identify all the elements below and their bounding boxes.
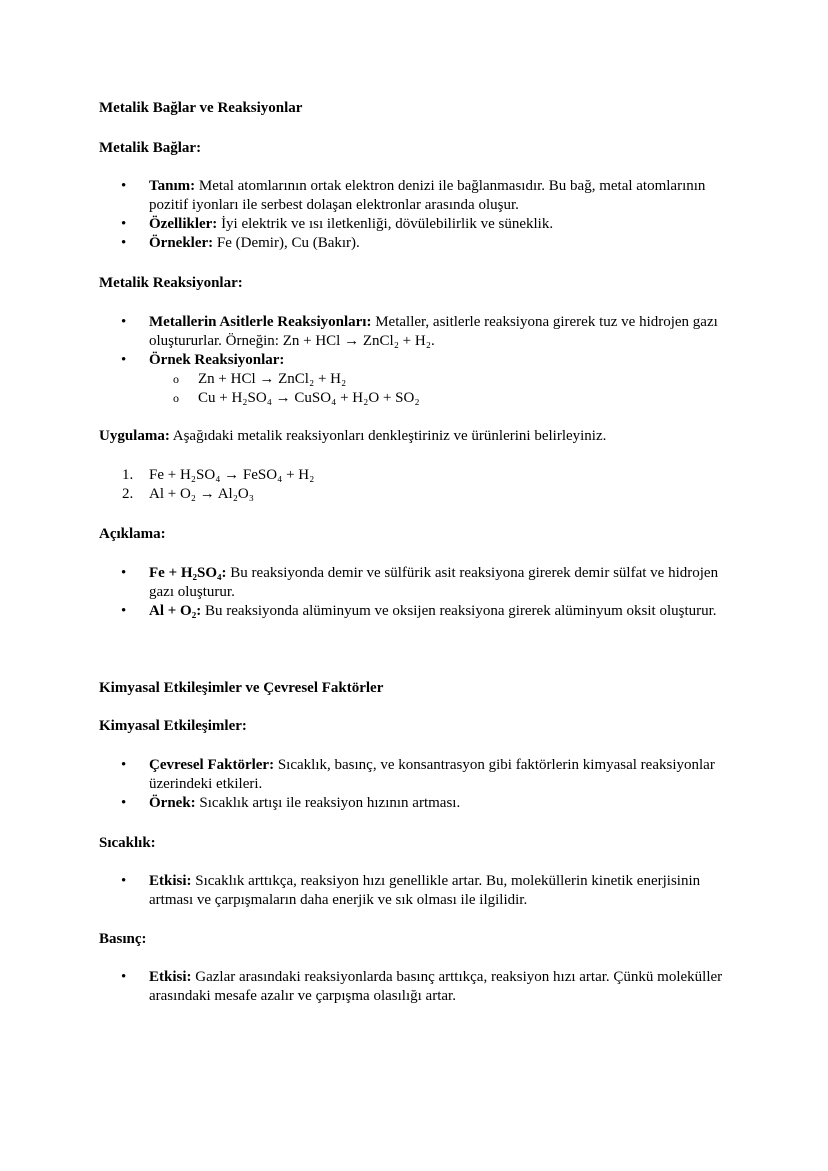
temperature-list — [99, 872, 739, 910]
item-label: Al + O₂: — [149, 603, 202, 619]
bond-list — [99, 177, 739, 253]
item-label: Fe + H₂SO₄: — [149, 565, 227, 581]
item-label: Örnekler: — [149, 235, 214, 251]
practice-label: Uygulama: — [99, 428, 170, 444]
item-number: 1. — [122, 467, 134, 483]
sub-list-item: o Cu + H₂SO₄ → CuSO₄ + H₂O + SO₂ — [99, 389, 739, 408]
explanation-list — [99, 564, 739, 621]
item-label: Etkisi: — [149, 969, 192, 985]
sub-list-item: o Zn + HCl → ZnCl₂ + H₂ — [99, 370, 739, 389]
item-label: Örnek Reaksiyonlar: — [149, 352, 285, 368]
list-item — [99, 564, 739, 602]
item-text: Bu reaksiyonda demir ve sülfürik asit reaksiyona girerek demir sülfat ve hidrojen gazı oluşturur. — [149, 565, 719, 600]
list-item — [99, 872, 739, 910]
section-title-chemical: Kimyasal Etkileşimler ve Çevresel Faktörler — [99, 680, 384, 696]
list-item — [99, 794, 739, 813]
item-text: Sıcaklık, basınç, ve konsantrasyon gibi faktörlerin kimyasal reaksiyonlar üzerindeki etkileri. — [149, 757, 715, 792]
item-text: Metal atomlarının ortak elektron denizi ile bağlanmasıdır. Bu bağ, metal atomlarının pozitif iyonları ile serbest dolaşan elektronlar arasında oluşur. — [149, 178, 706, 213]
chemical-list — [99, 756, 739, 813]
item-text: Gazlar arasındaki reaksiyonlarda basınç arttıkça, reaksiyon hızı artar. Çünkü moleküller arasındaki mesafe azalır ve çarpışma olasılığı artar. — [149, 969, 723, 1004]
heading-temperature: Sıcaklık: — [99, 835, 156, 851]
list-item — [99, 466, 739, 485]
item-text: İyi elektrik ve ısı iletkenliği, dövülebilirlik ve süneklik. — [217, 216, 554, 232]
section-title-metallic: Metalik Bağlar ve Reaksiyonlar — [99, 100, 303, 116]
list-item — [99, 485, 739, 504]
heading-pressure: Basınç: — [99, 931, 147, 947]
item-number: 2. — [122, 486, 134, 502]
item-label: Örnek: — [149, 795, 196, 811]
task-list — [99, 466, 739, 504]
reaction-list — [99, 313, 739, 408]
list-item — [99, 215, 739, 234]
practice-text: Aşağıdaki metalik reaksiyonları denkleştiriniz ve ürünlerini belirleyiniz. — [169, 428, 607, 444]
heading-chemical-interactions: Kimyasal Etkileşimler: — [99, 718, 247, 734]
item-label: Etkisi: — [149, 873, 192, 889]
list-item — [99, 234, 739, 253]
list-item — [99, 756, 739, 794]
item-text: Bu reaksiyonda alüminyum ve oksijen reaksiyona girerek alüminyum oksit oluşturur. — [201, 603, 717, 619]
item-label: Tanım: — [149, 178, 196, 194]
item-label: Çevresel Faktörler: — [149, 757, 275, 773]
list-item — [99, 351, 739, 370]
list-item — [99, 313, 739, 351]
item-text: Sıcaklık artışı ile reaksiyon hızının artması. — [195, 795, 461, 811]
item-text: Sıcaklık arttıkça, reaksiyon hızı genellikle artar. Bu, moleküllerin kinetik enerjisinin artması ve çarpışmaların daha enerjik ve sık olması ile ilgilidir. — [149, 873, 701, 908]
list-item — [99, 602, 739, 621]
heading-explanation: Açıklama: — [99, 526, 166, 542]
heading-metallic-reactions: Metalik Reaksiyonlar: — [99, 275, 243, 291]
practice-paragraph — [99, 427, 739, 446]
item-text: Metaller, asitlerle reaksiyona girerek tuz ve hidrojen gazı oluştururlar. Örneğin: Zn + HCl → ZnCl₂ + H₂. — [149, 314, 718, 349]
item-text: Fe (Demir), Cu (Bakır). — [213, 235, 360, 251]
heading-metallic-bonds: Metalik Bağlar: — [99, 140, 202, 156]
list-item — [99, 968, 739, 1006]
item-label: Metallerin Asitlerle Reaksiyonları: — [149, 314, 372, 330]
item-text: Fe + H₂SO₄ → FeSO₄ + H₂ — [149, 467, 315, 483]
pressure-list — [99, 968, 739, 1006]
list-item — [99, 177, 739, 215]
item-text: Al + O₂ → Al₂O₃ — [149, 486, 254, 502]
item-label: Özellikler: — [149, 216, 218, 232]
